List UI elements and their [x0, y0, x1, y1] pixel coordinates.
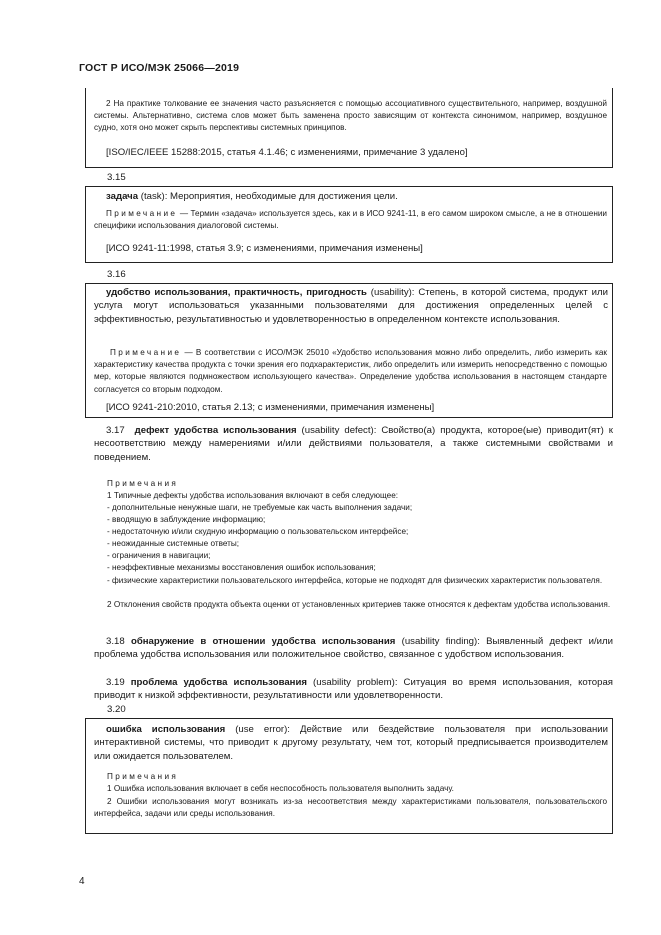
- term-name: удобство использования, практичность, пригодность: [106, 287, 367, 298]
- note-text: 2 Отклонения свойств продукта объекта оценки от установленных критериев также относятся к дефектам удобства использования.: [107, 600, 611, 609]
- note-text: 2 Ошибки использования могут возникать из-за несоответствия между характеристиками пользователя, пользовательского интерфейса, задачи или среды использования.: [94, 797, 607, 819]
- term-name: проблема удобства использования: [130, 677, 307, 688]
- definition-text: (task): Мероприятия, необходимые для достижения цели.: [138, 191, 398, 202]
- note-text: — Термин «задача» используется здесь, как и в ИСО 9241-11, в его самом широком смысле, а не в отношении специфики использования диалоговой системы.: [94, 209, 607, 231]
- document-header: ГОСТ Р ИСО/МЭК 25066—2019: [79, 62, 240, 74]
- definition-text: (usability defect): Свойство(а) продукта, которое(ые) приводит(ят) к несоответствию между намерениями и/или действиями пользователя, а также системными свойствами и поведением.: [94, 425, 613, 463]
- note-text: 1 Типичные дефекты удобства использования включают в себя следующее:: [107, 491, 399, 500]
- source-reference: [ISO/IEC/IEEE 15288:2015, статья 4.1.46; с изменениями, примечание 3 удалено]: [106, 147, 468, 158]
- note-label: Примечание: [110, 348, 182, 357]
- note-text: 1 Ошибка использования включает в себя неспособность пользователя выполнить задачу.: [107, 784, 454, 793]
- term-number: 3.15: [107, 172, 126, 183]
- term-name: дефект удобства использования: [134, 425, 297, 436]
- definition-text: (usability): Степень, в которой система, продукт или услуга могут использоваться указанными пользователями для достижения определенных целей с эффективностью, результативностью и удовлетворенностью в определенном контексте использования.: [94, 287, 608, 325]
- note-list-item: - недостаточную и/или скудную информацию о пользовательском интерфейсе;: [107, 527, 409, 536]
- note-list-item: - вводящую в заблуждение информацию;: [107, 515, 266, 524]
- notes-label: Примечания: [107, 479, 179, 488]
- note-list-item: - физические характеристики пользовательского интерфейса, которые не подходят для физических характеристик пользователя.: [107, 576, 603, 585]
- term-name: задача: [106, 191, 139, 202]
- note-list-item: - дополнительные ненужные шаги, не требуемые как часть выполнения задачи;: [107, 503, 413, 512]
- term-number: 3.17: [106, 425, 125, 436]
- term-number: 3.18: [106, 636, 125, 647]
- definition-text: (use error): Действие или бездействие пользователя при использовании интерактивной системы, что приводит к другому результату, чем тот, который предписывается производителем или ожидается пользователем.: [94, 724, 608, 762]
- source-reference: [ИСО 9241-11:1998, статья 3.9; с изменениями, примечания изменены]: [106, 243, 423, 254]
- notes-label: Примечания: [107, 772, 179, 781]
- note-label: Примечание: [106, 209, 178, 218]
- note-text: — В соответствии с ИСО/МЭК 25010 «Удобство использования можно либо определить, либо измерить как характеристику качества продукта с точки зрения его подхарактеристик, либо определить или измерить непосредственно с помощью мер, которые являются подмножеством использующего качества». Определение удобства использования в настоящем стандарте согласуется со вторым подходом.: [94, 348, 607, 394]
- source-reference: [ИСО 9241-210:2010, статья 2.13; с изменениями, примечания изменены]: [106, 402, 435, 413]
- term-definition: [94, 635, 613, 662]
- term-name: ошибка использования: [106, 724, 226, 735]
- term-number: 3.19: [106, 677, 125, 688]
- note-list-item: - неожиданные системные ответы;: [107, 539, 240, 548]
- definition-text: (usability problem): Ситуация во время использования, которая приводит к низкой эффективности, результативности или удовлетворенности.: [94, 677, 613, 702]
- term-number: 3.20: [107, 704, 126, 715]
- term-definition: [94, 676, 613, 703]
- page-number: 4: [79, 876, 85, 887]
- term-name: обнаружение в отношении удобства использования: [130, 636, 396, 647]
- term-definition: [94, 723, 608, 763]
- term-number: 3.16: [107, 269, 126, 280]
- term-definition: [106, 190, 608, 203]
- note-text: 2 На практике толкование ее значения часто разъясняется с помощью ассоциативного существительного, например, воздушной системы. Альтернативно, система слов может быть заменена просто зависящим от контекста синонимом, например, воздушное судно, хотя оно может скрыть перспективы системных принципов.: [94, 99, 607, 133]
- term-definition: [94, 286, 608, 326]
- term-note: [94, 208, 607, 232]
- note-list-item: - ограничения в навигации;: [107, 551, 211, 560]
- term-definition: [94, 424, 613, 464]
- term-note: [94, 347, 607, 396]
- definition-text: (usability finding): Выявленный дефект и/или проблема удобства использования или положительное свойство, связанное с удобством использования.: [94, 636, 614, 661]
- note-list-item: - неэффективные механизмы восстановления ошибок использования;: [107, 563, 376, 572]
